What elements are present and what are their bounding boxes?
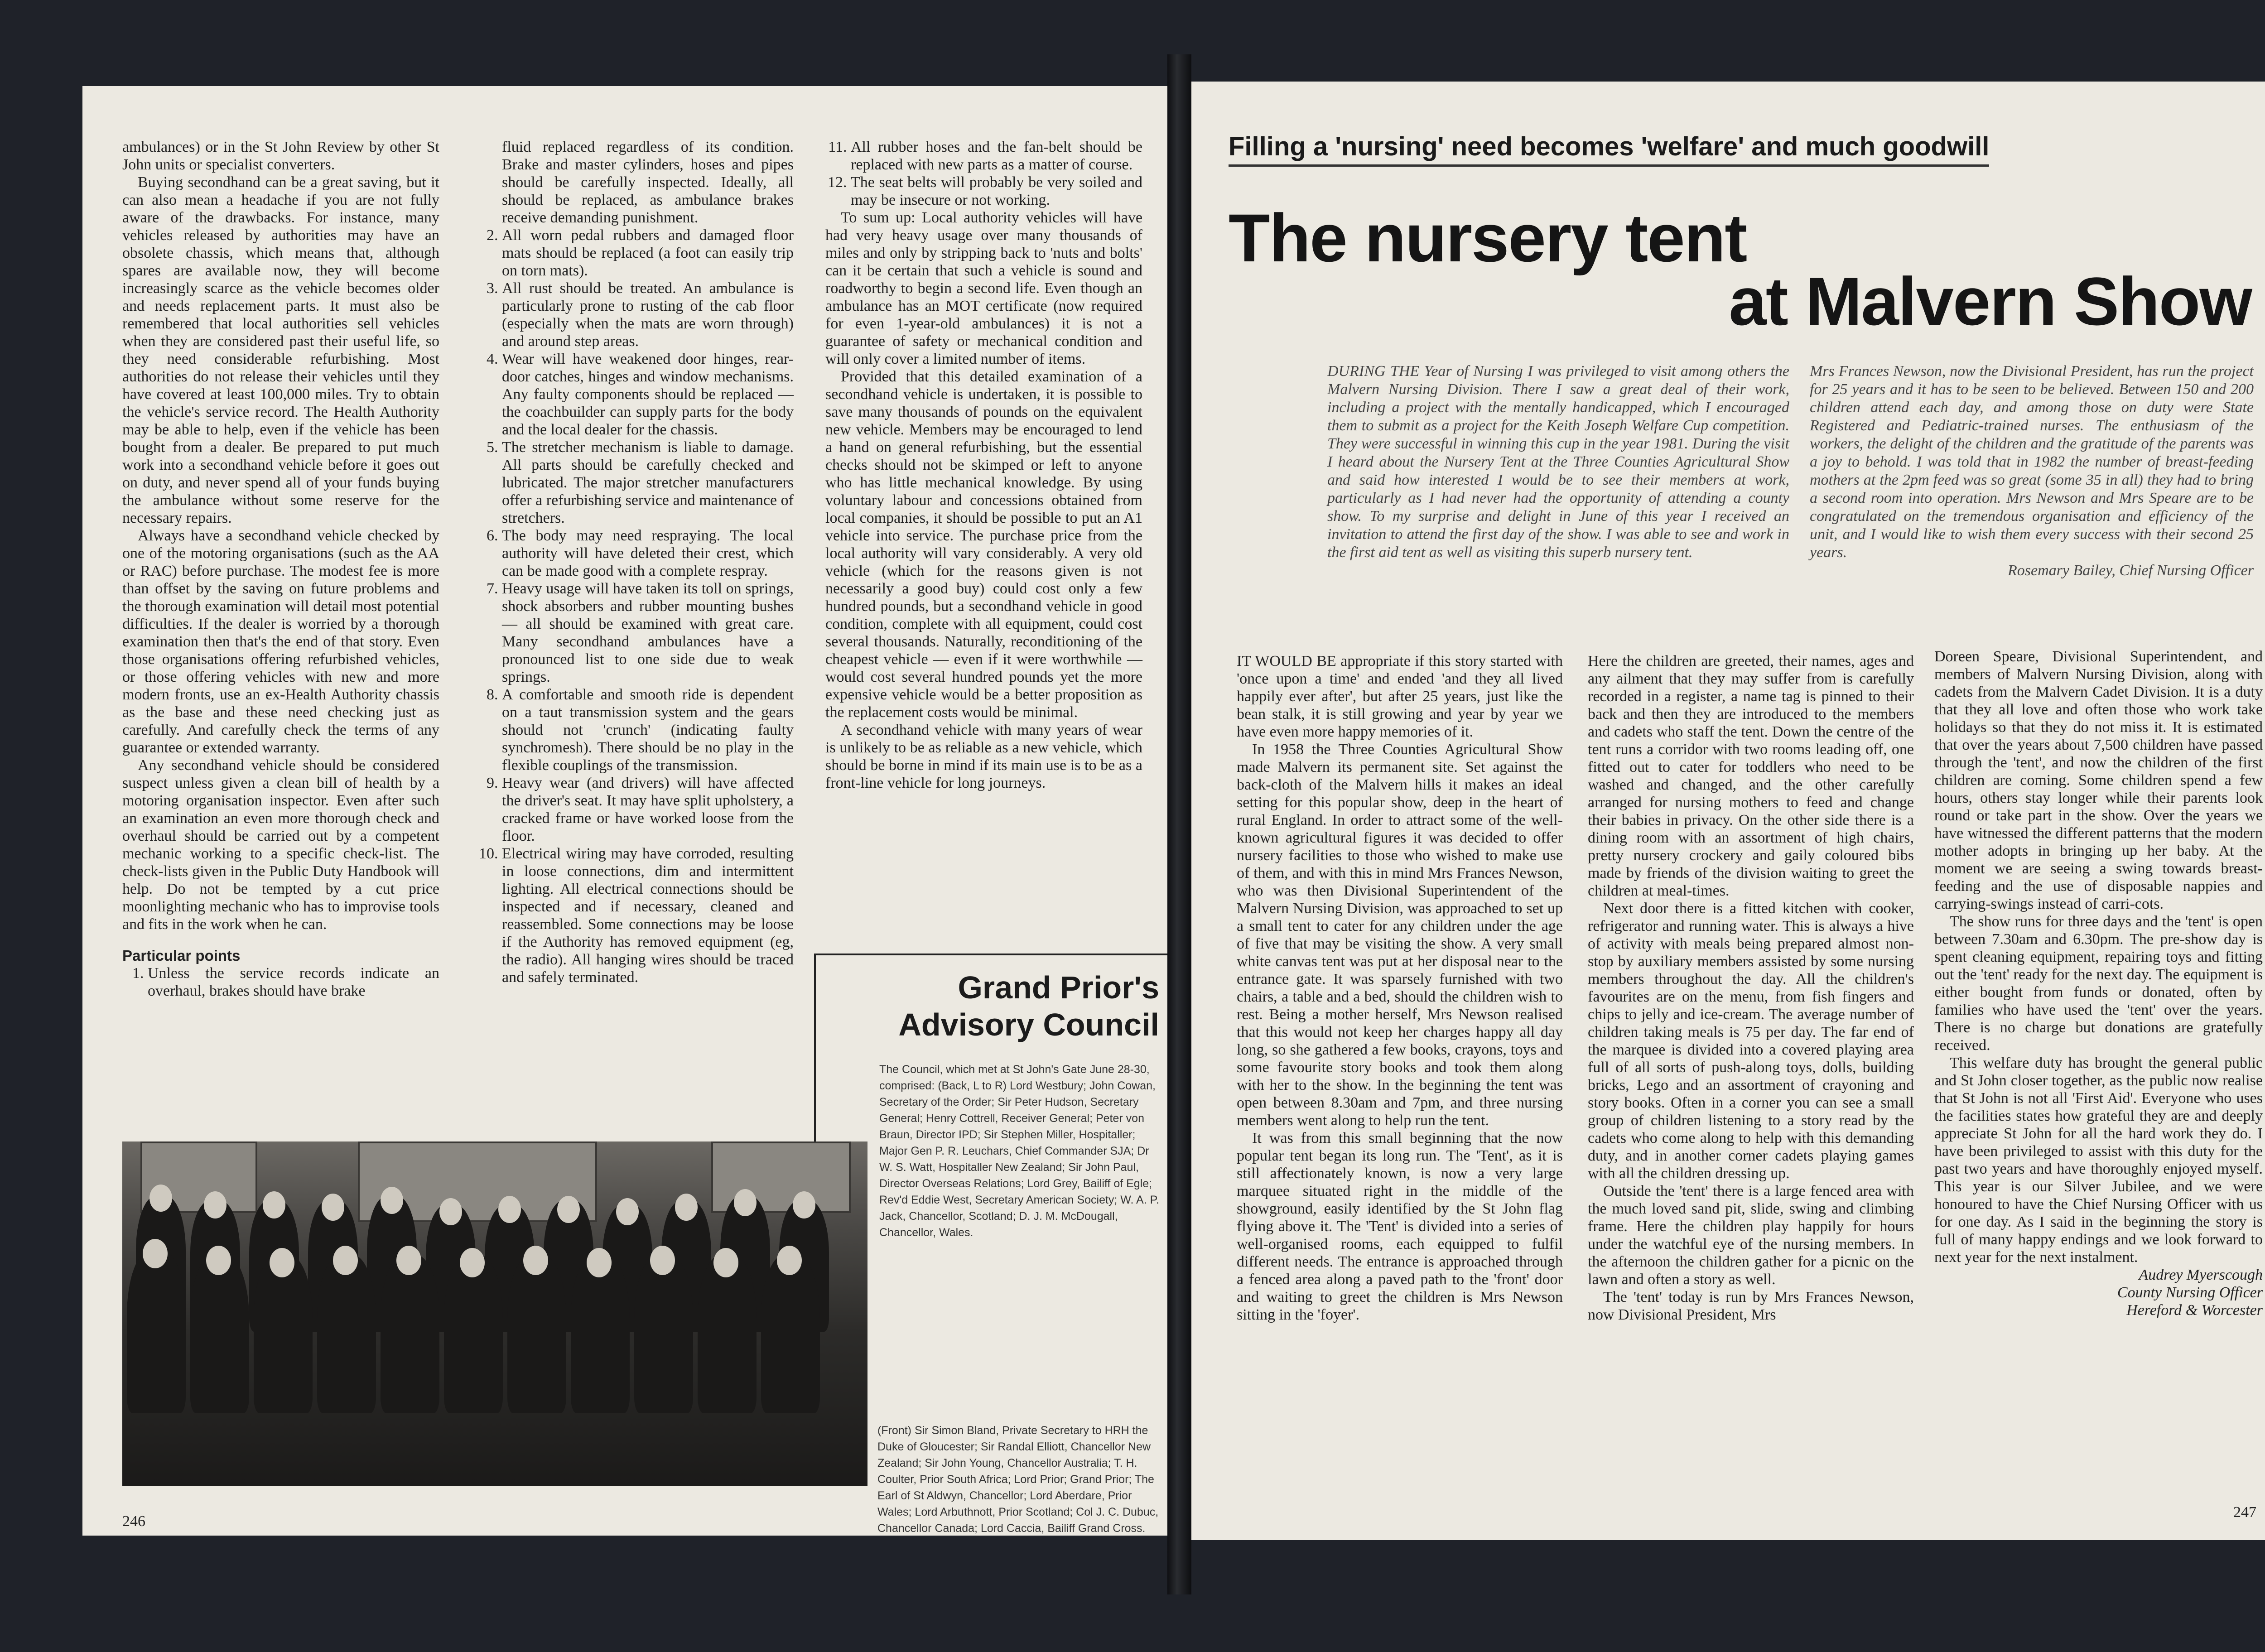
- right-page: [1191, 82, 2265, 1540]
- point-item: 5. The stretcher mechanism is liable to damage. All parts should be carefully checked and lubricated. The major stretcher manufacturers offer a refurbishing service and maintenance of stretchers.: [502, 438, 794, 527]
- page-number: 247: [2233, 1504, 2256, 1521]
- photo-caption: (Front) Sir Simon Bland, Private Secretary to HRH the Duke of Gloucester; Sir Randal Elliott, Chancellor New Zealand; Sir John Young, Chancellor Australia; T. H. Coulter, Prior South Africa; Lord Prior; Grand Prior; The Earl of St Aldwyn, Chancellor; Lord Aberdare, Prior Wales; Lord Arbuthnott, Prior Scotland; Col J. C. Dubuc, Chancellor Canada; Lord Caccia, Bailiff Grand Cross.: [877, 1424, 1159, 1535]
- point-item: 6. The body may need respraying. The local authority will have deleted their crest, which can be made good with a complete respray.: [502, 527, 794, 580]
- paragraph: fluid replaced regardless of its condition. Brake and master cylinders, hoses and pipes should be carefully inspected. Ideally, all should be replaced, as ambulance brakes receive demanding punishment.: [502, 139, 794, 226]
- left-column-3: [825, 138, 1142, 792]
- paragraph: Always have a secondhand vehicle checked by one of the motoring organisations (such as the AA or RAC) before purchase. The modest fee is more than offset by the saving on future problems and the thorough examination will detail most potential difficulties. If the dealer is worried by a thorough examination then that's the end of that story. Even those organisations offering refurbished vehicles, or those offering vehicles with new and more modern fronts, use an ex-Health Authority chassis as the base and these need checking just as carefully. And carefully check the terms of any guarantee or extended warranty.: [122, 527, 439, 756]
- intro-paragraph: DURING THE Year of Nursing I was privileged to visit among others the Malvern Nursing Division. There I saw a great deal of their work, including a project with the mentally handicapped, which I encouraged them to submit as a project for the Keith Joseph Welfare Cup competition. They were successful in winning this cup in the year 1981. During the visit I heard about the Nursery Tent at the Three Counties Agricultural Show and said how interested I would be to see their members at work, particularly as I had never had the opportunity of attending a county show. To my surprise and delight in June of this year I received an invitation to attend the first day of the show. I was able to see and work in the first aid tent as well as visiting this superb nursery tent.: [1327, 363, 1789, 561]
- left-column-2: [477, 138, 794, 986]
- council-title: Grand Prior's Advisory Council: [898, 970, 1159, 1042]
- article-kicker: Filling a 'nursing' need becomes 'welfare' and much goodwill: [1229, 131, 1989, 167]
- point-item: 11. All rubber hoses and the fan-belt should be replaced with new parts as a matter of course.: [851, 138, 1142, 173]
- subhead-particular-points: Particular points: [122, 947, 241, 964]
- headline-line-1: The nursery tent: [1229, 200, 1747, 276]
- council-body-text: The Council, which met at St John's Gate June 28-30, comprised: (Back, L to R) Lord Westbury; John Cowan, Secretary of the Order; Sir Peter Hudson, Secretary General; Henry Cottrell, Receiver General; Peter von Braun, Director IPD; Sir Stephen Miller, Hospitaller; Major Gen P. R. Leuchars, Chief Commander SJA; Dr W. S. Watt, Hospitaller New Zealand; Sir John Paul, Director Overseas Relations; Lord Grey, Bailiff of Egle; Rev'd Eddie West, Secretary American Society; W. A. P. Jack, Chancellor, Scotland; D. J. M. McDougall, Chancellor, Wales.: [879, 1063, 1160, 1239]
- headline-line-2: at Malvern Show: [1729, 263, 2251, 339]
- intro-paragraph: Mrs Frances Newson, now the Divisional President, has run the project for 25 years and it has to be seen to be believed. Between 150 and 200 children attend each day, and among those on duty were State Registered and Pediatric-trained nurses. The enthusiasm of the workers, the delight of the children and the gratitude of the parents was a joy to behold. I was told that in 1982 the number of breast-feeding mothers at the 2pm feed was so great (some 35 in all) they had to bring a second room into operation. Mrs Newson and Mrs Speare are to be congratulated on the tremendous organisation and efficiency of the unit, and I would like to wish them every success with their second 25 years.: [1810, 363, 2254, 561]
- point-item: 2. All worn pedal rubbers and damaged floor mats should be replaced (a foot can easily trip on torn mats).: [502, 226, 794, 279]
- point-item: 8. A comfortable and smooth ride is dependent on a taut transmission system and the gears should not 'crunch' (indicating faulty synchromesh). There should be no play in the flexible couplings of the transmission.: [502, 686, 794, 774]
- point-item: 3. All rust should be treated. An ambulance is particularly prone to rusting of the cab floor (especially when the mats are worn through) and around step areas.: [502, 279, 794, 350]
- intro-signature: Rosemary Bailey, Chief Nursing Officer: [2008, 562, 2254, 579]
- paragraph: Here the children are greeted, their names, ages and any ailment that they may suffer from is carefully recorded in a register, a name tag is pinned to their back and then they are introduced to the members and cadets who staff the tent. Down the centre of the tent runs a corridor with two rooms leading off, one fitted out to cater for toddlers who need to be washed and changed, and the other carefully arranged for nursing mothers to feed and change their babies in privacy. On the other side there is a dining room with an assortment of high chairs, pretty nursery crockery and gaily coloured bibs made by friends of the division waiting to greet the children at meal-times.: [1588, 653, 1914, 899]
- right-column-3: [1934, 648, 2263, 1319]
- paragraph: ambulances) or in the St John Review by other St John units or specialist converters.: [122, 139, 439, 173]
- author-region: Hereford & Worcester: [2126, 1302, 2263, 1319]
- point-item: 1. Unless the service records indicate an overhaul, brakes should have brake: [148, 964, 439, 1000]
- author-title: County Nursing Officer: [2117, 1284, 2263, 1301]
- right-column-1: [1237, 652, 1563, 1324]
- point-item: 9. Heavy wear (and drivers) will have affected the driver's seat. It may have split upholstery, a cracked frame or have worked loose from the floor.: [502, 774, 794, 845]
- paragraph: In 1958 the Three Counties Agricultural Show made Malvern its permanent site. Set against the back-cloth of the Malvern hills it makes an ideal setting for this popular show, deep in the heart of rural England. In order to attract some of the well-known agricultural figures it was decided to offer nursery facilities to those who wished to make use of them, and with this in mind Mrs Frances Newson, who was then Divisional Superintendent of the Malvern Nursing Division, was approached to set up a small tent to cater for any children under the age of five that may be visiting the show. A very small white canvas tent was put at her disposal near to the entrance gate. It was sparsely furnished with two chairs, a table and a bed, should the children wish to rest. Being a mother herself, Mrs Newson realised that this would not keep her charges happy all day long, so she gathered a few books, crayons, toys and some favourite story books and took them along with her to the show. In the beginning the tent was open between 8.30am and 7pm, and three nursing members went along to help run the tent.: [1237, 741, 1563, 1129]
- author-name: Audrey Myerscough: [2139, 1267, 2263, 1283]
- paragraph: To sum up: Local authority vehicles will have had very heavy usage over many thousands of miles and only by stripping back to 'nuts and bolts' can it be certain that such a vehicle is sound and roadworthy to begin a second life. Even though an ambulance has an MOT certificate (now required for even 1-year-old ambulances) it is not a guarantee of safety or mechanical condition and will only cover a limited number of items.: [825, 209, 1142, 367]
- paragraph: This welfare duty has brought the general public and St John closer together, as the public now realise that St John is not all 'First Aid'. Everyone who uses the facilities states how grateful they are and deeply appreciate St John for all the hard work they do. I have been privileged to assist with this duty for the past two years and have thoroughly enjoyed myself. This year is our Silver Jubilee, and we were honoured to have the Chief Nursing Officer with us for one day. As I said in the beginning the story is full of many happy endings and we look forward to next year for the next instalment.: [1934, 1055, 2263, 1266]
- left-page: [82, 86, 1167, 1536]
- intro-left: [1327, 362, 1789, 562]
- paragraph: Outside the 'tent' there is a large fenced area with the much loved sand pit, slide, swing and climbing frame. Here the children play happily for hours under the watchful eye of the nursing members. In the afternoon the children gather for a picnic on the lawn and often a story as well.: [1588, 1183, 1914, 1288]
- paragraph: Doreen Speare, Divisional Superintendent, and members of Malvern Nursing Division, along with cadets from the Malvern Cadet Division. It is a duty that they all love and often those who work take holidays so that they do not miss it. It is estimated that over the years about 7,500 children have passed through the 'tent', and now the children of the first children are coming. Some children spend a few hours, others stay longer while their parents look round or take part in the show. Over the years we have witnessed the different patterns that the modern mother adopts in bringing up her baby. At the moment we are seeing a swing towards breast-feeding and the use of disposable nappies and carrying-swings instead of carri-cots.: [1934, 648, 2263, 912]
- left-column-1: [122, 138, 439, 1000]
- book-spine: [1167, 54, 1191, 1594]
- point-item: 10. Electrical wiring may have corroded, resulting in loose connections, dim and intermittent lighting. All electrical connections should be inspected and if necessary, cleaned and reassembled. Some connections may be loose if the Authority has removed equipment (eg, the radio). All hanging wires should be traced and safely terminated.: [502, 845, 794, 986]
- point-item: 7. Heavy usage will have taken its toll on springs, shock absorbers and rubber mounting bushes — all should be examined with great care. Many secondhand ambulances have a pronounced list to one side due to weak springs.: [502, 580, 794, 686]
- paragraph: Next door there is a fitted kitchen with cooker, refrigerator and running water. This is always a hive of activity with meals being prepared almost non-stop by auxiliary members assisted by some nursing members throughout the day. All the children's favourites are on the menu, from fish fingers and chips to jelly and ice-cream. The average number of children taking meals is 75 per day. The far end of the marquee is divided into a covered playing area full of all sorts of push-along toys, dolls, building bricks, Lego and an assortment of crayoning and story books. Often in a corner you can see a small group of children listening to a story read by the cadets who come along to help with this demanding duty, and in another corner cadets playing games with all the children dressing up.: [1588, 900, 1914, 1182]
- paragraph: It was from this small beginning that the now popular tent began its long run. The 'Tent', as it is still affectionately known, is now a very large marquee situated right in the middle of the showground, easily identified by the St John flag flying above it. The 'Tent' is divided into a series of well-organised rooms, each equipped to fulfil different needs. The entrance is approached through a fenced area along a paved path to the 'front' door and waiting to greet the children is Mrs Newson sitting in the 'foyer'.: [1237, 1130, 1563, 1323]
- paragraph: The show runs for three days and the 'tent' is open between 7.30am and 6.30pm. The pre-show day is spent cleaning equipment, repairing toys and fitting out the 'tent' ready for the next day. The equipment is either bought from funds or donated, often by families who have used the 'tent' over the years. There is no charge but donations are gratefully received.: [1934, 913, 2263, 1054]
- paragraph: A secondhand vehicle with many years of wear is unlikely to be as reliable as a new vehicle, which should be borne in mind if its main use is to be as a front-line vehicle for long journeys.: [825, 722, 1142, 791]
- paragraph: IT WOULD BE appropriate if this story started with 'once upon a time' and ended 'and they all lived happily ever after', but after 25 years, just like the bean stalk, it is still growing and year by year we have even more happy memories of it.: [1237, 653, 1563, 740]
- paragraph: Provided that this detailed examination of a secondhand vehicle is undertaken, it is possible to save many thousands of pounds on the equivalent new vehicle. Members may be encouraged to lend a hand on general refurbishing, but the essential checks should not be skimped or left to anyone who has little mechanical knowledge. By using voluntary labour and concessions obtained from local companies, it should be possible to put an A1 vehicle into service. The purchase price from the local authority will vary considerably. A very old vehicle (which for the reasons given is not necessarily a good buy) could cost only a few hundred pounds, but a secondhand vehicle in good condition, complete with all equipment, could cost several thousands. Naturally, reconditioning of the cheapest vehicle — even if it were worthwhile — would cost several hundred pounds yet the more expensive vehicle would be a better proposition as the replacement costs would be minimal.: [825, 368, 1142, 721]
- council-group-photo: [122, 1141, 867, 1486]
- right-column-2: [1588, 652, 1914, 1324]
- point-item: 4. Wear will have weakened door hinges, rear-door catches, hinges and window mechanisms. Any faulty components should be replaced — the coachbuilder can supply parts for the body and the local dealer for the chassis.: [502, 350, 794, 438]
- intro-right: [1810, 362, 2254, 580]
- page-number: 246: [122, 1513, 145, 1530]
- paragraph: The 'tent' today is run by Mrs Frances Newson, now Divisional President, Mrs: [1588, 1289, 1914, 1323]
- point-item: 12. The seat belts will probably be very soiled and may be insecure or not working.: [851, 173, 1142, 209]
- paragraph: Any secondhand vehicle should be considered suspect unless given a clean bill of health by a motoring organisation inspector. Even after such an examination an even more thorough check and overhaul should be carried out by a competent mechanic working to a specific check-list. The check-lists given in the Public Duty Handbook will help. Do not be tempted by a cut price moonlighting mechanic who has to improvise tools and fits in the work when he can.: [122, 757, 439, 933]
- paragraph: Buying secondhand can be a great saving, but it can also mean a headache if you are not fully aware of the drawbacks. For instance, many vehicles released by authorities may have an obsolete chassis, which means that, although spares are available now, they will become increasingly scarce as the vehicle becomes older and needs replacement parts. It must also be remembered that local authorities sell vehicles when they are considered past their useful life, so they need considerable refurbishing. Most authorities do not release their vehicles until they have covered at least 100,000 miles. Try to obtain the vehicle's service record. The Health Authority may be able to help, even if the vehicle has been bought from a dealer. Be prepared to put much work into a secondhand vehicle before it goes out on duty, and never spend all of your funds buying the ambulance without some reserve for the necessary repairs.: [122, 174, 439, 526]
